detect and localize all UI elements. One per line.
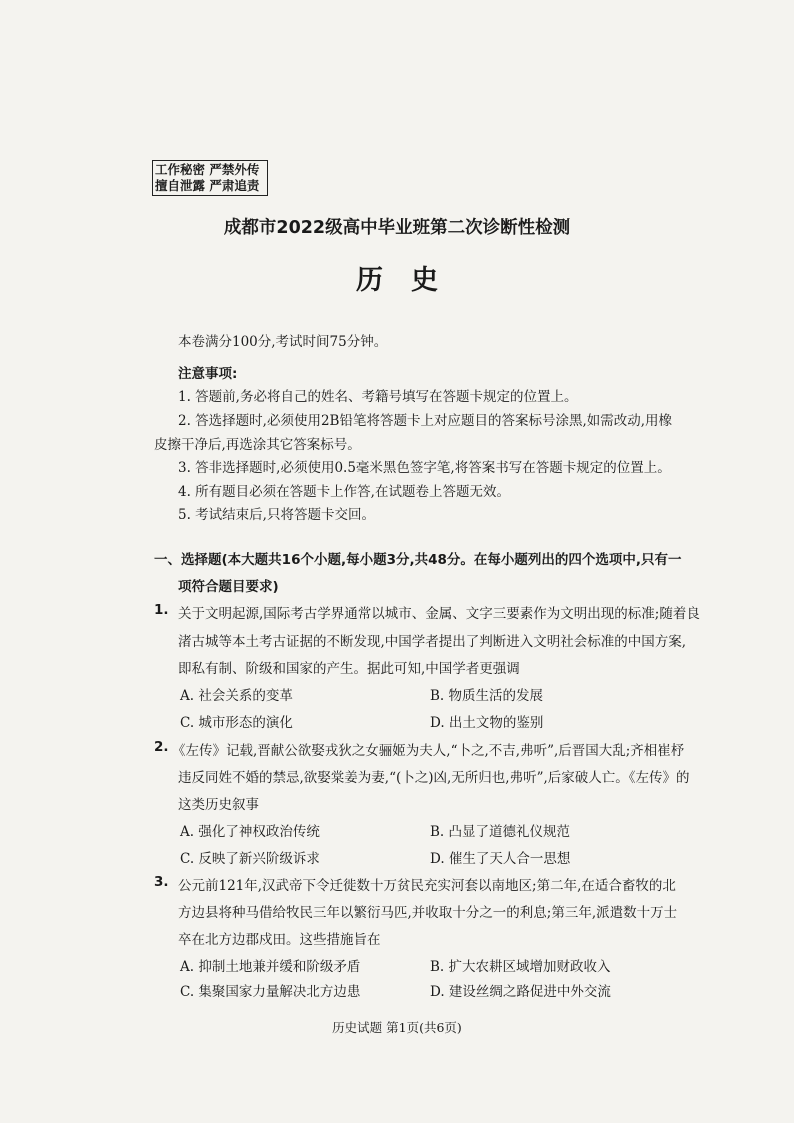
question-text: 这类历史叙事 xyxy=(178,797,259,813)
note-item: 皮擦干净后,再选涂其它答案标号。 xyxy=(154,437,361,453)
question-text: 关于文明起源,国际考古学界通常以城市、金属、文字三要素作为文明出现的标准;随着良 xyxy=(178,606,700,622)
note-item: 2. 答选择题时,必须使用2B铅笔将答题卡上对应题目的答案标号涂黑,如需改动,用橡 xyxy=(178,413,673,429)
intro-text: 本卷满分100分,考试时间75分钟。 xyxy=(178,334,388,350)
question-number: 3. xyxy=(154,874,169,890)
section-heading-cont: 项符合题目要求) xyxy=(178,579,279,595)
note-item: 3. 答非选择题时,必须使用0.5毫米黑色签字笔,将答案书写在答题卡规定的位置上。 xyxy=(178,460,671,476)
option-b: B. 凸显了道德礼仪规范 xyxy=(430,824,571,840)
option-b: B. 物质生活的发展 xyxy=(430,688,544,704)
option-d: D. 出土文物的鉴别 xyxy=(430,715,544,731)
option-a: A. 社会关系的变革 xyxy=(180,688,293,704)
question-number: 1. xyxy=(154,602,169,618)
question-text: 公元前121年,汉武帝下令迁徙数十万贫民充实河套以南地区;第二年,在适合畜牧的北 xyxy=(178,878,676,894)
stamp-line-2: 擅自泄露 严肃追责 xyxy=(155,178,260,193)
confidential-stamp xyxy=(152,160,268,196)
option-d: D. 催生了天人合一思想 xyxy=(430,851,571,867)
option-b: B. 扩大农耕区域增加财政收入 xyxy=(430,959,611,975)
option-c: C. 城市形态的演化 xyxy=(180,715,293,731)
stamp-line-1: 工作秘密 严禁外传 xyxy=(155,162,260,177)
question-text: 违反同姓不婚的禁忌,欲娶棠姜为妻,“(卜之)凶,无所归也,弗听”,后家破人亡。《左传》的 xyxy=(178,770,690,786)
exam-title: 成都市2022级高中毕业班第二次诊断性检测 xyxy=(223,218,571,238)
note-item: 1. 答题前,务必将自己的姓名、考籍号填写在答题卡规定的位置上。 xyxy=(178,389,578,405)
page-footer: 历史试题 第1页(共6页) xyxy=(332,1020,462,1035)
question-text: 《左传》记载,晋献公欲娶戎狄之女骊姬为夫人,“卜之,不吉,弗听”,后晋国大乱;齐相崔杼 xyxy=(172,743,685,759)
question-text: 渚古城等本土考古证据的不断发现,中国学者提出了判断进入文明社会标准的中国方案, xyxy=(178,634,687,650)
question-number: 2. xyxy=(154,739,169,755)
note-item: 5. 考试结束后,只将答题卡交回。 xyxy=(178,507,375,523)
question-text: 即私有制、阶级和国家的产生。据此可知,中国学者更强调 xyxy=(178,661,520,677)
question-text: 卒在北方边郡戍田。这些措施旨在 xyxy=(178,932,381,948)
note-item: 4. 所有题目必须在答题卡上作答,在试题卷上答题无效。 xyxy=(178,484,510,500)
option-d: D. 建设丝绸之路促进中外交流 xyxy=(430,984,611,1000)
option-a: A. 抑制土地兼并缓和阶级矛盾 xyxy=(180,959,361,975)
question-text: 方边县将种马借给牧民三年以繁衍马匹,并收取十分之一的利息;第三年,派遣数十万士 xyxy=(178,905,678,921)
section-heading: 一、选择题(本大题共16个小题,每小题3分,共48分。在每小题列出的四个选项中,只有一 xyxy=(154,552,682,568)
option-a: A. 强化了神权政治传统 xyxy=(180,824,320,840)
option-c: C. 反映了新兴阶级诉求 xyxy=(180,851,320,867)
option-c: C. 集聚国家力量解决北方边患 xyxy=(180,984,361,1000)
subject-title: 历史 xyxy=(356,265,466,296)
notes-heading: 注意事项: xyxy=(178,366,238,382)
